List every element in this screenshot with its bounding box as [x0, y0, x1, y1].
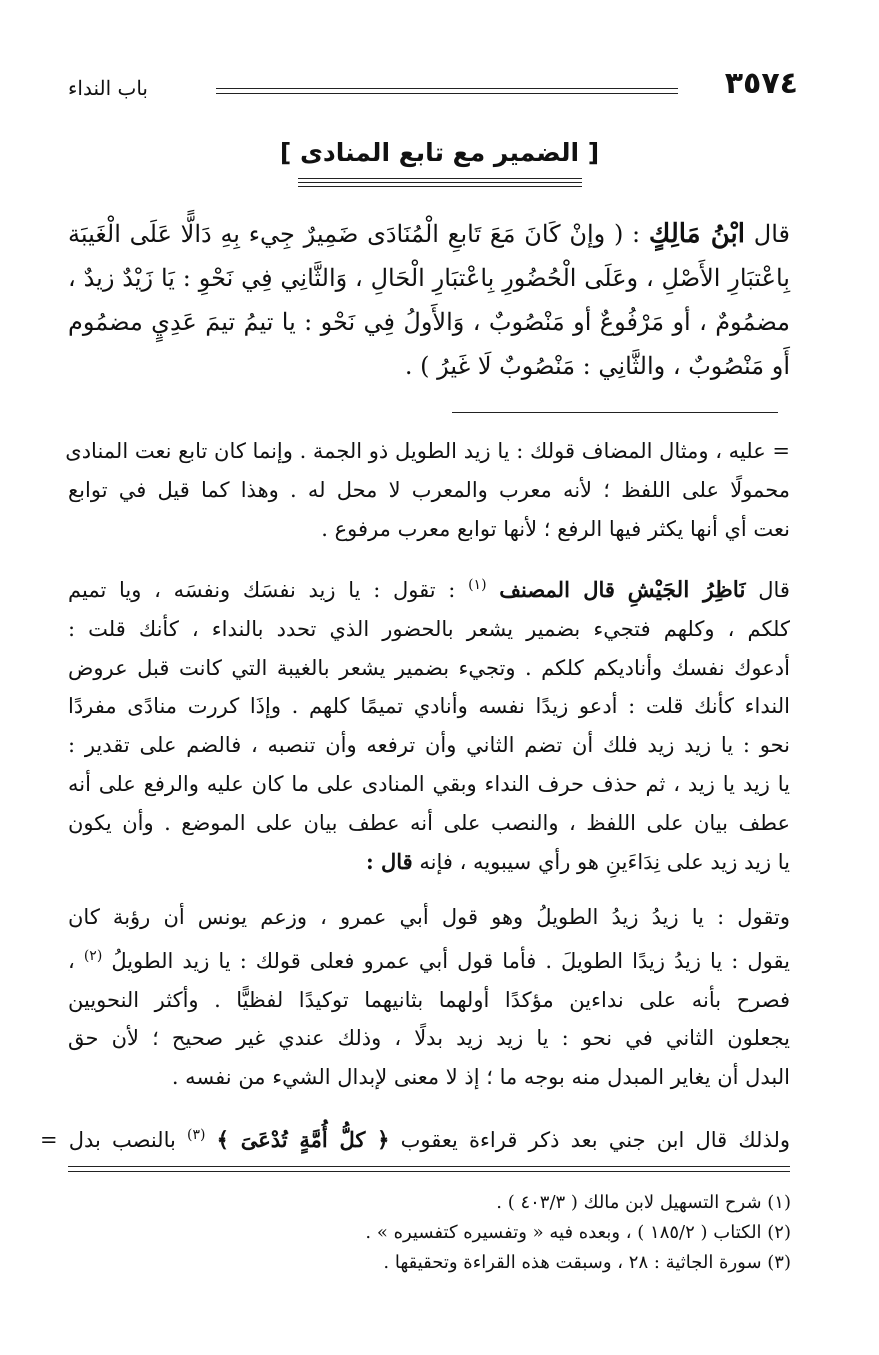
footnote-item: (٢) الكتاب ( ١٨٥/٢ ) ، وبعده فيه « وتفسيره كتفسيره » . [365, 1222, 791, 1243]
commentary-line: النداء كأنك قلت : أدعو زيدًا نفسه وأنادي تميمًا كلهم . وإذَا كررت منادًى مفردًا [68, 694, 790, 719]
commentary-last-text: يا زيد زيد على نِدَاءَينِ هو رأي سيبويه ، فإنه [419, 849, 790, 874]
verse-text: : ( وإنْ كَانَ مَعَ تَابعِ الْمُنَادَى ضَمِيرٌ جِيء بِهِ دَالًّا عَلَى الْغَيبَة [68, 220, 641, 248]
commentary-speaker-prefix: قال [758, 578, 790, 602]
commentary-line: نحو : يا زيد زيد فلك أن تضم الثاني وأن ترفعه وأن تنصبه ، فالضم على تقدير : [68, 733, 790, 758]
paragraph-line: البدل أن يغاير المبدل منه بوجه ما ؛ إذ لا معنى لإبدال الشيء من نفسه . [171, 1065, 790, 1090]
verse-speaker-prefix: قال [753, 220, 790, 248]
footnote-separator [68, 1166, 790, 1172]
alfiyya-verse [68, 212, 790, 388]
verse-line [68, 212, 790, 256]
note-line: محمولًا على اللفظ ؛ لأنه معرب والمعرب لا محل له . وهذا كما قيل في توابع [68, 477, 790, 502]
commentary-line [68, 843, 790, 882]
footnote-ref-1: (١) [468, 577, 487, 593]
commentary-paragraph [68, 566, 790, 881]
commentary-line [68, 566, 790, 610]
paragraph-line: يجعلون الثاني في نحو : يا زيد زيد بدلًا ، وذلك عندي غير صحيح ؛ لأن حق [68, 1026, 790, 1051]
footnote-ref-3: (٣) [186, 1127, 206, 1143]
verse-separator [452, 412, 778, 413]
note-line: نعت أي أنها يكثر فيها الرفع ؛ لأنها توابع معرب مرفوع . [321, 516, 790, 541]
paragraph-line: وتقول : يا زيدُ زيدُ الطويلُ وهو قول أبي عمرو ، وزعم يونس أن رؤبة كان [68, 905, 790, 929]
footnote-item: (٣) سورة الجاثية : ٢٨ ، وسبقت هذه القراءة وتحقيقها . [383, 1252, 791, 1273]
said-author: قال المصنف [499, 577, 615, 602]
page-header [68, 62, 798, 106]
verse-line: أَو مَنْصُوبٌ ، والثَّانِي : مَنْصُوبٌ لَا غَيرُ ) . [404, 352, 790, 380]
commentary-text: : تقول : يا زيد نفسَك ونفسَه ، ويا تميم [68, 578, 456, 602]
commentary-line: كلكم ، وكلهم فتجيء بضمير يشعر بالحضور الذي تحدد بالنداء ، كأنك قلت : [68, 616, 790, 641]
footnote-ref-2: (٢) [83, 947, 103, 964]
verse-line: مضمُومٌ ، أو مَرْفُوعٌ أو مَنْصُوبٌ ، وَالأَولُ فِي نَحْو : يا تيمُ تيمَ عَدِيٍ مضمُوم [68, 308, 790, 336]
paragraph-two [68, 898, 790, 1097]
note-line: = عليه ، ومثال المضاف قولك : يا زيد الطويل ذو الجمة . وإنما كان تابع نعت المنادى [65, 439, 790, 463]
paragraph-text: يقول : يا زيدُ زيدًا الطويلَ . فأما قول أبي عمرو فعلى قولك : يا زيد الطويلُ [111, 948, 790, 973]
page-number: ٣٥٧٤ [724, 66, 798, 101]
verse-speaker: ابْنُ مَالِكٍ [648, 219, 746, 249]
paragraph-text: ، [68, 948, 75, 973]
said-label: قال : [365, 848, 413, 874]
title-rule-3 [298, 186, 582, 187]
section-title: [ الضمير مع تابع المنادى ] [279, 138, 600, 167]
commentary-line: يا زيد يا زيد ، ثم حذف حرف النداء وبقي المنادى على ما كان عليه والرفع على أنه [68, 771, 790, 796]
commentary-line: عطف بيان على اللفظ ، والنصب على أنه عطف بيان على الموضع . وأن يكون [68, 810, 790, 835]
paragraph-text: ولذلك قال ابن جني بعد ذكر قراءة يعقوب [400, 1128, 791, 1152]
footnotes [91, 1188, 791, 1278]
title-rule-2 [298, 182, 582, 183]
continued-note [65, 432, 790, 548]
quran-verse: ﴿ كلُّ أُمَّةٍ تُدْعَىَ ﴾ [216, 1127, 390, 1152]
footnote-item: (١) شرح التسهيل لابن مالك ( ٤٠٣/٣ ) . [496, 1192, 791, 1213]
commentary-speaker: نَاظِرُ الجَيْشِ [627, 577, 746, 603]
title-rule-1 [298, 178, 582, 179]
paragraph-three [40, 1116, 790, 1160]
paragraph-text: بالنصب بدل = [40, 1128, 176, 1152]
verse-line: بِاعْتبَارِ الأَصْلِ ، وعَلَى الْحُضُورِ بِاعْتبَارِ الْحَالِ ، وَالثَّانِي فِي نَحْوِ : يَا زَيْدٌ زيدٌ ، [68, 264, 790, 292]
header-rule [216, 88, 678, 94]
paragraph-line [68, 937, 790, 981]
paragraph-line: فصرح بأنه على نداءين مؤكدًا أولهما بثانيهما توكيدًا لفظيًّا . وأكثر النحويين [68, 987, 790, 1012]
commentary-line: أدعوك نفسك وأناديكم كلكم . وتجيء بضمير يشعر بالغيبة التي كانت قبل عروض [68, 655, 790, 680]
paragraph-line [40, 1116, 790, 1160]
chapter-title: باب النداء [68, 76, 148, 100]
